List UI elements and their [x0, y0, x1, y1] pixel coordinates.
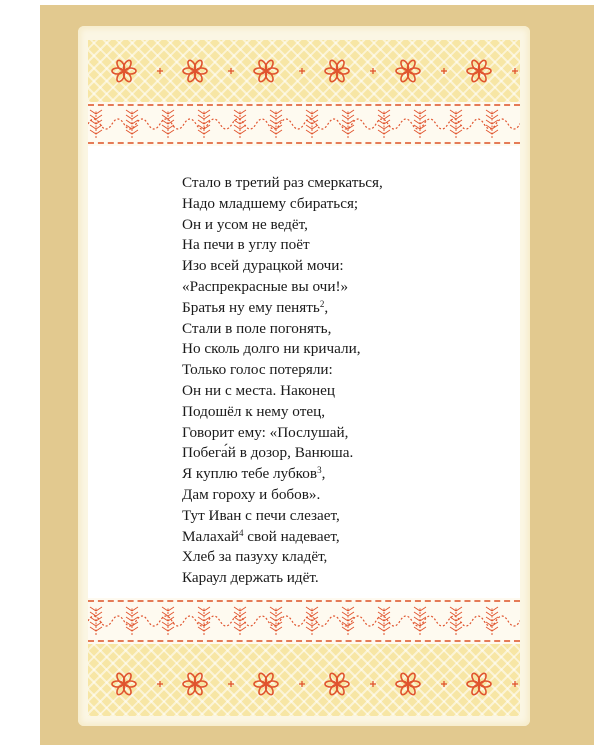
stitch-line	[88, 600, 520, 602]
flower-icon	[254, 59, 278, 83]
cross-stitch-icon	[512, 68, 518, 74]
flower-icon	[325, 59, 349, 83]
poem-line: Дам гороху и бобов».	[182, 485, 321, 503]
poem-line: Тут Иван с печи слезает,	[182, 506, 340, 524]
stitch-line	[88, 104, 520, 106]
poem-line: Побега́й в дозор, Ванюша.	[182, 444, 354, 462]
flower-icon	[396, 672, 420, 696]
leaf-icon	[414, 607, 426, 635]
flower-icon	[467, 59, 491, 83]
cross-stitch-icon	[512, 681, 518, 687]
cross-stitch-icon	[441, 68, 447, 74]
leaf-icon	[378, 607, 390, 635]
flower-icon	[325, 672, 349, 696]
poem-text	[182, 173, 383, 589]
cross-stitch-icon	[299, 68, 305, 74]
poem-line: На печи в углу поёт	[182, 236, 310, 254]
poem-line: Я куплю тебе лубков$^3$,	[182, 465, 326, 483]
cross-stitch-icon	[370, 68, 376, 74]
leaf-icon	[486, 110, 498, 138]
footnote-marker: 2	[319, 298, 325, 309]
poem-line: Но сколь долго ни кричали,	[182, 340, 361, 358]
leaf-icon	[306, 110, 318, 138]
leaf-icon	[486, 607, 498, 635]
leaf-icon	[414, 110, 426, 138]
leaf-icon	[342, 110, 354, 138]
vine-icon-row	[88, 598, 520, 644]
poem-line: Надо младшему сбираться;	[182, 194, 359, 212]
cross-stitch-icon	[157, 681, 163, 687]
top-embroidery-strip	[88, 102, 520, 146]
cross-stitch-icon	[441, 681, 447, 687]
top-ornament-band	[88, 40, 520, 102]
poem-line: Хлеб за пазуху кладёт,	[182, 548, 328, 566]
bottom-embroidery-strip	[88, 598, 520, 644]
footnote-marker: 4	[238, 527, 244, 538]
poem-line: Изо всей дурацкой мочи:	[182, 257, 344, 275]
poem-line: Малахай$^4$ свой надевает,	[182, 527, 340, 545]
leaf-icon	[306, 607, 318, 635]
poem-line: Стало в третий раз смеркаться,	[182, 174, 383, 191]
flower-icon	[396, 59, 420, 83]
poem-line: Он и усом не ведёт,	[182, 215, 308, 233]
stitch-line	[88, 640, 520, 642]
poem-line: Стали в поле погонять,	[182, 319, 332, 337]
cross-stitch-icon	[370, 681, 376, 687]
flower-icon-row	[88, 644, 520, 716]
flower-icon	[254, 672, 278, 696]
bottom-ornament-band	[88, 644, 520, 716]
poem-line: Говорит ему: «Послушай,	[182, 423, 349, 441]
flower-icon	[112, 59, 136, 83]
flower-icon	[467, 672, 491, 696]
poem-line: Подошёл к нему отец,	[182, 402, 325, 420]
cross-stitch-icon	[228, 681, 234, 687]
poem-line: Он ни с места. Наконец	[182, 381, 336, 399]
vine-icon-row	[88, 102, 520, 146]
flower-icon-row	[88, 40, 520, 102]
flower-icon	[112, 672, 136, 696]
footnote-marker: 3	[317, 465, 322, 476]
flower-icon	[183, 672, 207, 696]
stitch-line	[88, 142, 520, 144]
vine-icon	[88, 607, 520, 635]
cross-stitch-icon	[299, 681, 305, 687]
poem-line: Караул держать идёт.	[182, 569, 319, 587]
leaf-icon	[450, 607, 462, 635]
poem-line: Только голос потеряли:	[182, 361, 333, 379]
vine-icon	[88, 110, 520, 138]
cross-stitch-icon	[157, 68, 163, 74]
flower-icon	[183, 59, 207, 83]
poem-line: Братья ну ему пенять$^2$,	[182, 298, 329, 316]
poem-line: «Распрекрасные вы очи!»	[182, 277, 349, 295]
cross-stitch-icon	[228, 68, 234, 74]
leaf-icon	[378, 110, 390, 138]
leaf-icon	[342, 607, 354, 635]
leaf-icon	[450, 110, 462, 138]
